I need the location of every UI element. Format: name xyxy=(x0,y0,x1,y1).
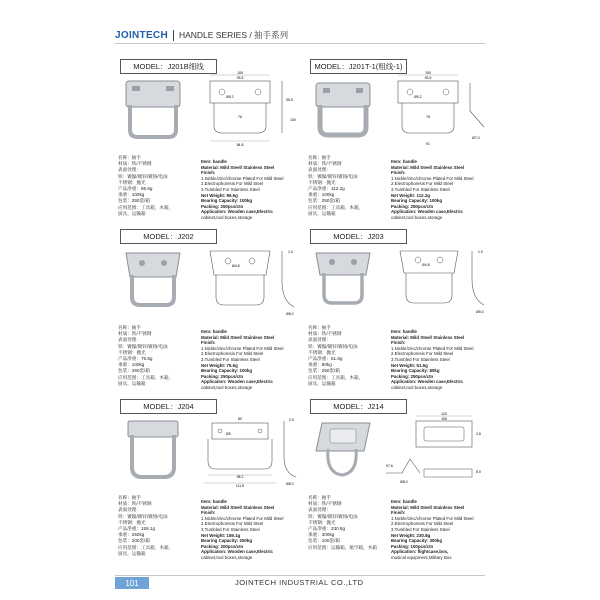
dim-label: Ø5.2 xyxy=(414,95,422,99)
product-photo xyxy=(118,415,188,485)
brand-logo: JOINTECH xyxy=(115,29,168,41)
spec-en: Item: handle Material: Mild Steel/ Stainless Steel Finish: 1.Nickle/zinc/chrome Plated For Mild Steel 2.Electrophoresis For Mild Steel 3.Tumbled For Stainless Steel Net Weight: 86.6g Bearing Capacity: 100kg Packing: 250pcs/ctn Application: Wooden case,Electric cabinet,tool boxes,storage xyxy=(201,159,284,220)
spec-cn: 名称：抽手 材质：铁/不锈钢 表面处理： 铁：镀镍/镀锌/镀铬/电泳 不锈钢：抛光 产品净重：75.5g 承重：100kg 包装：250套/箱 应用范围：工具箱，木箱， 厨具，运输箱 xyxy=(118,325,174,386)
spec-cn: 名称：抽手 材质：铁/不锈钢 表面处理： 铁：镀镍/镀锌/镀铬/电泳 不锈钢：抛光 产品净重：159.1g 承重：250kg 包装：200套/箱 应用范围：工具箱，木箱， 厨具，运输箱 xyxy=(118,495,174,556)
footer-rule xyxy=(115,575,485,576)
dim-label: 100 xyxy=(290,118,296,122)
dim-label: Ø8.0 xyxy=(286,482,294,486)
dim-label: 105 xyxy=(237,71,243,75)
product-photo xyxy=(308,75,378,145)
dim-label: 93.5 xyxy=(424,76,432,80)
product-photo xyxy=(308,245,378,315)
dim-label: 106 xyxy=(441,417,447,421)
spec-cn: 名称：抽手 材质：铁/不锈钢 表面处理： 铁：镀镍/镀锌/镀铬/电泳 不锈钢：抛光 产品净重：61.6g 承重：80kg 包装：250套/箱 应用范围：工具箱，木箱， 厨具，运输箱 xyxy=(308,325,364,386)
dim-label: Ø4.8 xyxy=(232,264,240,268)
spec-cn: 名称：抽手 材质：铁/不锈钢 表面处理： 铁：镀镍/镀锌/镀铬/电泳 不锈钢：抛光 产品净重：230.8g 承重：300kg 包装：100套/箱 应用范围：运输箱，航空箱，木箱 xyxy=(308,495,377,550)
technical-drawing xyxy=(190,241,300,321)
technical-drawing xyxy=(380,241,490,321)
dim-label: 1.0 xyxy=(478,250,483,254)
product-panel-j203 xyxy=(305,225,490,390)
dim-label: 84.8 xyxy=(236,143,244,147)
dim-label: 8.0 xyxy=(476,470,481,474)
header-rule xyxy=(115,43,485,44)
series-title: HANDLE SERIES / 抽手系列 xyxy=(178,30,289,40)
dim-label: 76 xyxy=(238,115,242,119)
technical-drawing xyxy=(380,411,490,491)
dim-label: Ø5 xyxy=(226,432,231,436)
spec-en: Item: handle Material: Mild Steel/ Stainless Steel Finish: 1.Nickle/zinc/chrome Plated For Mild Steel 2.Electrophoresis For Mild Steel 3.Tumbled For Stainless Steel Net Weight: 159.1g Bearing Capacity: 250kg Packing: 200pcs/ctn Application: Wooden case,Electric cabinet,tool boxes,storage xyxy=(201,499,284,560)
dim-label: 120 xyxy=(441,412,447,416)
dim-label: 105 xyxy=(425,71,431,75)
page-header xyxy=(115,28,288,42)
product-photo xyxy=(308,415,378,485)
dim-label: 76 xyxy=(426,115,430,119)
model-label: MODEL：J202 xyxy=(120,229,217,244)
dim-label: Ø5.2 xyxy=(226,95,234,99)
technical-drawing xyxy=(190,411,300,491)
dim-label: Ø8.0 xyxy=(400,480,408,484)
product-panel-j201t-1 xyxy=(305,55,490,220)
dim-label: Ø4.8 xyxy=(422,263,430,267)
spec-cn: 名称：抽手 材质：铁/不锈钢 表面处理： 铁：镀镍/镀锌/镀铬/电泳 不锈钢：抛光 产品净重：112.2g 承重：100kg 包装：250套/箱 应用范围：工具箱，木箱， 厨具，运输箱 xyxy=(308,155,364,216)
page-number: 101 xyxy=(115,577,149,589)
model-label: MODEL：J203 xyxy=(310,229,407,244)
technical-drawing xyxy=(190,71,300,151)
model-label: MODEL：J201T-1(粗线-1) xyxy=(310,59,407,74)
dim-label: 2.8 xyxy=(476,432,481,436)
spec-en: Item: handle Material: Mild Steel/ Stainless Steel Finish: 1.Nickle/zinc/chrome Plated For Mild Steel 2.Electrophoresis For Mild Steel 3.Tumbled For Stainless Steel Net Weight: 112.2g Bearing Capacity: 100kg Packing: 250pcs/ctn Application: Wooden case,Electric cabinet,tool boxes,storage xyxy=(391,159,474,220)
spec-cn: 名称：抽手 材质：铁/不锈钢 表面处理： 铁：镀镍/镀锌/镀铬/电泳 不锈钢：抛光 产品净重：86.6g 承重：100kg 包装：250套/箱 应用范围：工具箱，木箱， 厨具，运输箱 xyxy=(118,155,174,216)
product-panel-j214 xyxy=(305,395,490,560)
model-label: MODEL：J204 xyxy=(120,399,217,414)
model-label: MODEL：J201B细线 xyxy=(120,59,217,74)
dim-label: 91 xyxy=(426,142,430,146)
dim-label: 93.5 xyxy=(236,76,244,80)
dim-label: 97.6 xyxy=(386,464,393,468)
product-panel-j202 xyxy=(115,225,300,390)
dim-label: 98.2 xyxy=(236,475,244,479)
product-photo xyxy=(118,75,188,145)
company-name: JOINTECH INDUSTRIAL CO.,LTD xyxy=(235,578,364,587)
header-separator xyxy=(173,30,174,41)
spec-en: Item: handle Material: Mild Steel/ Stainless Steel Finish: 1.Nickle/zinc/chrome Plated For Mild Steel 2.Electrophoresis For Mild Steel 3.Tumbled For Stainless Steel Net Weight: 230.8g Bearing Capacity: 300kg Packing: 100pcs/ctn Application: flightcase,box, musical equipment,Military Box xyxy=(391,499,474,560)
product-photo xyxy=(118,245,188,315)
dim-label: 80 xyxy=(238,417,242,421)
spec-en: Item: handle Material: Mild Steel/ Stainless Steel Finish: 1.Nickle/zinc/chrome Plated For Mild Steel 2.Electrophoresis For Mild Steel 3.Tumbled For Stainless Steel Net Weight: 75.5g Bearing Capacity: 100kg Packing: 250pcs/ctn Application: Wooden case,Electric cabinet,tool boxes,storage xyxy=(201,329,284,390)
model-label: MODEL：J214 xyxy=(310,399,407,414)
dim-label: Ø7.0 xyxy=(472,136,480,140)
dim-label: 1.0 xyxy=(288,250,293,254)
dim-label: Ø5.0 xyxy=(476,310,484,314)
product-panel-j201b xyxy=(115,55,300,220)
technical-drawing xyxy=(380,71,490,151)
spec-en: Item: handle Material: Mild Steel/ Stainless Steel Finish: 1.Nickle/zinc/chrome Plated For Mild Steel 2.Electrophoresis For Mild Steel 3.Tumbled For Stainless Steel Net Weight: 61.6g Bearing Capacity: 80kg Packing: 250pcs/ctn Application: Wooden case,Electric cabinet,tool boxes,storage xyxy=(391,329,474,390)
dim-label: 2.0 xyxy=(289,418,294,422)
dim-label: Ø6.0 xyxy=(286,312,294,316)
dim-label: 111.5 xyxy=(235,484,245,488)
dim-label: 35.5 xyxy=(286,98,293,102)
product-panel-j204 xyxy=(115,395,300,560)
